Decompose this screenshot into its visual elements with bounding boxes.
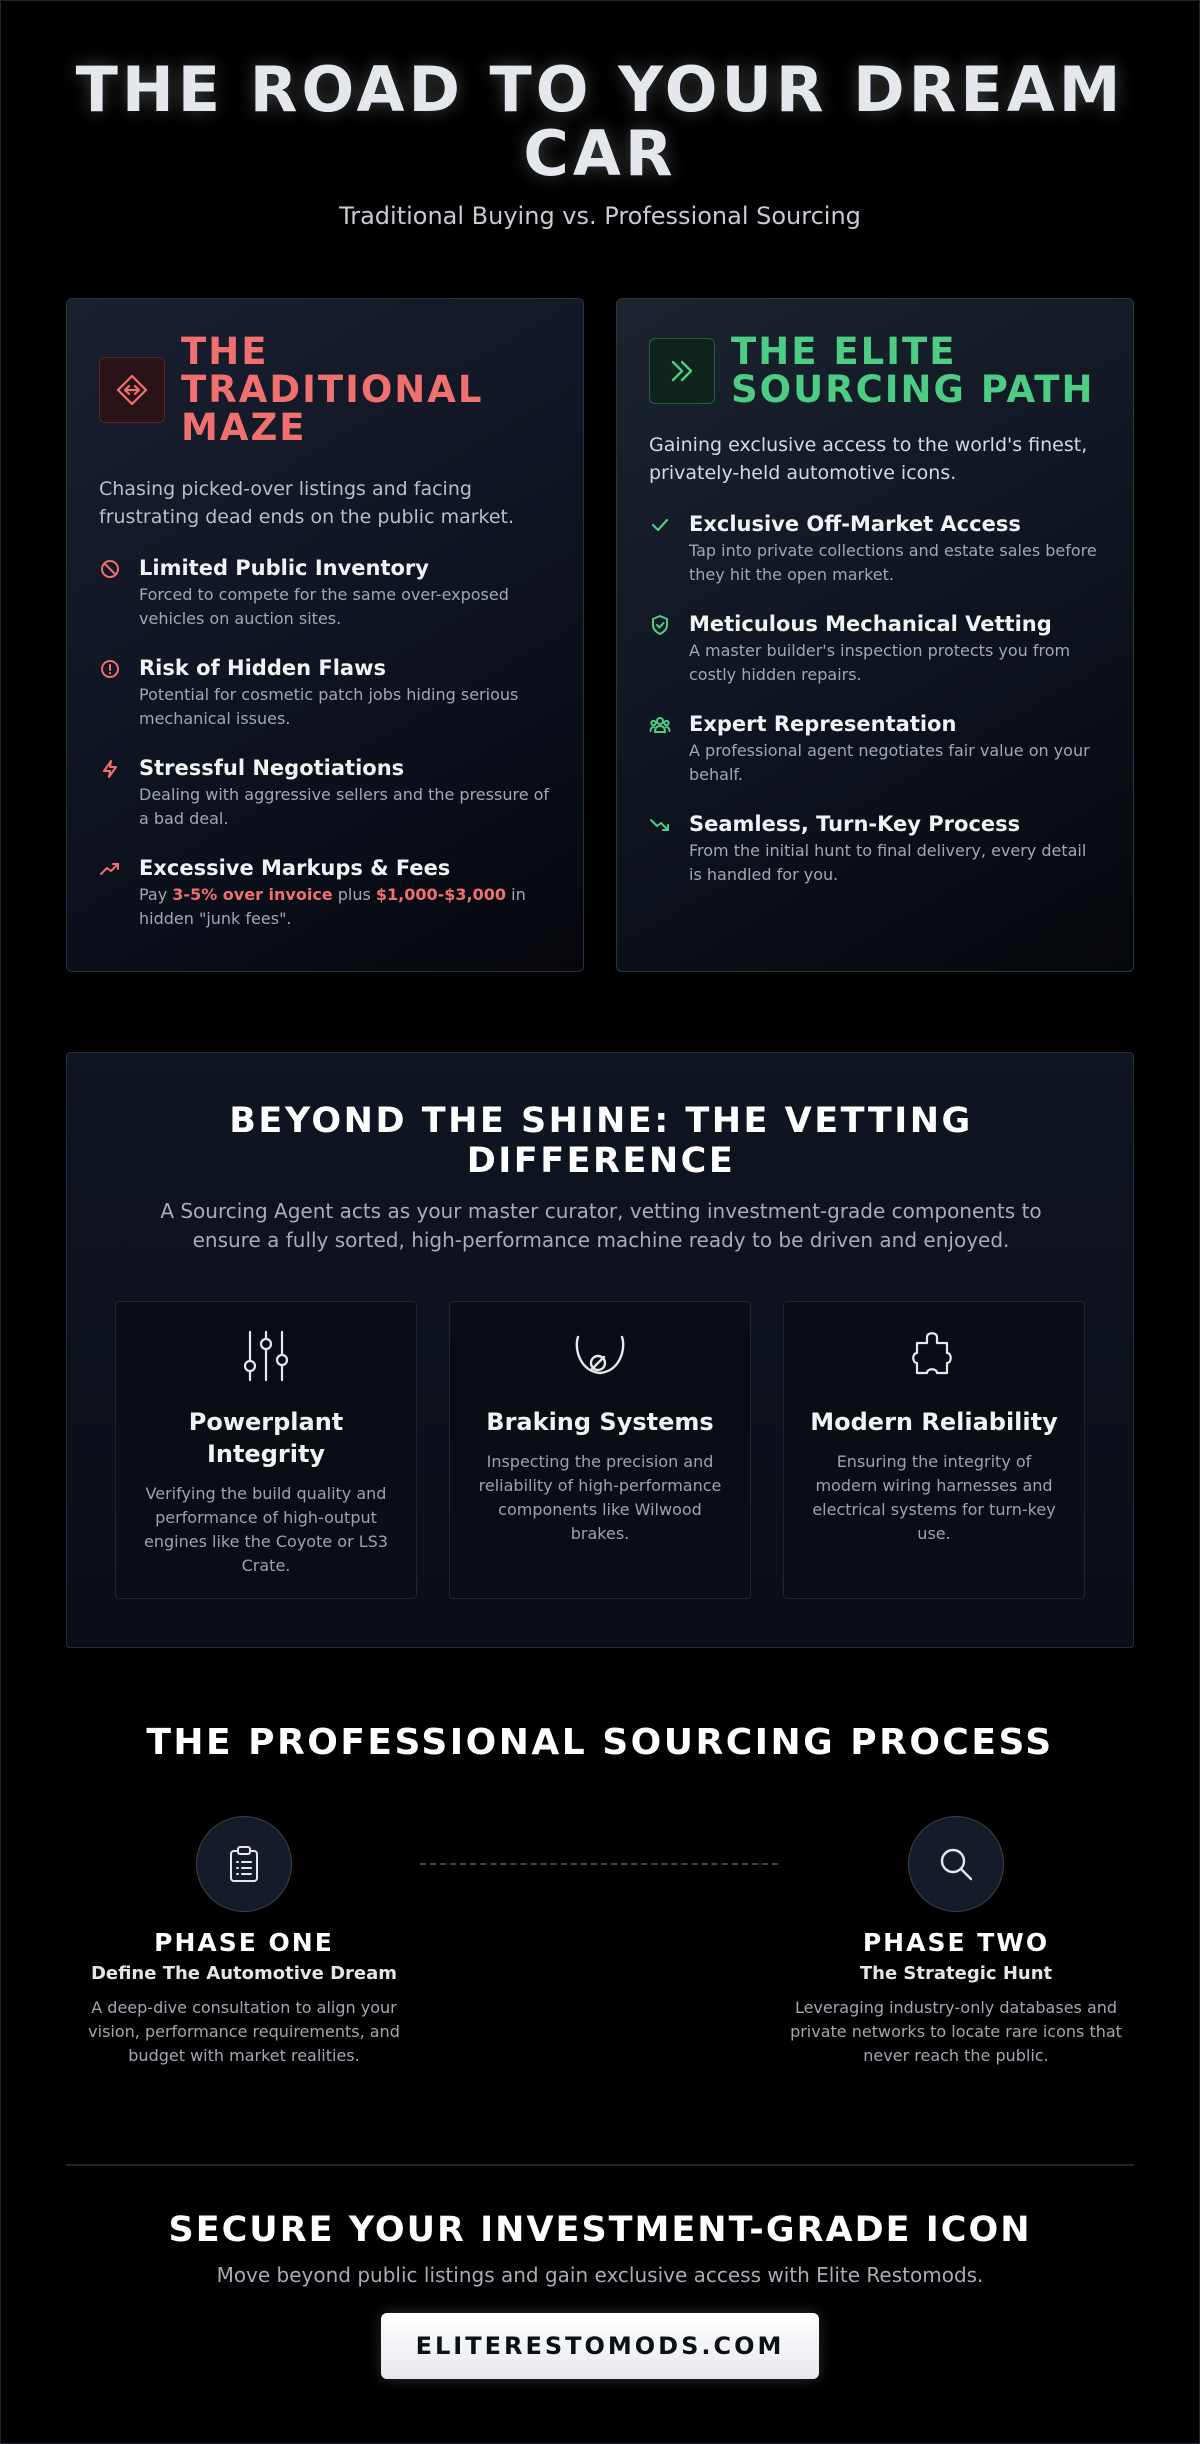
phase-two (786, 1816, 1126, 2068)
phase-subtitle: Define The Automotive Dream (90, 1963, 398, 1984)
item-desc: Potential for cosmetic patch jobs hiding serious mechanical issues. (139, 685, 519, 728)
item-desc: From the initial hunt to final delivery, every detail is handled for you. (689, 841, 1087, 884)
chevrons-right-icon (649, 338, 715, 404)
list-item (649, 511, 1101, 587)
desc-text: Pay (139, 885, 173, 904)
shield-check-icon (649, 611, 671, 687)
item-title: Risk of Hidden Flaws (139, 656, 386, 680)
item-title: Seamless, Turn-Key Process (689, 812, 1021, 836)
item-desc: Dealing with aggressive sellers and the pressure of a bad deal. (139, 785, 550, 828)
users-icon (649, 711, 671, 787)
item-desc (139, 883, 551, 931)
vetting-card (783, 1301, 1085, 1599)
section-divider (66, 2164, 1134, 2166)
sliders-icon (138, 1328, 394, 1384)
alert-circle-icon (99, 655, 121, 731)
vetting-desc: A Sourcing Agent acts as your master curator, vetting investment-grade components to ensure a fully sorted, high-performance machine ready to be driven and enjoyed. (160, 1199, 1042, 1252)
clipboard-icon (196, 1816, 292, 1912)
page-subtitle: Traditional Buying vs. Professional Sourcing (339, 202, 861, 230)
traditional-intro: Chasing picked-over listings and facing frustrating dead ends on the public market. (99, 478, 515, 528)
phase-subtitle: The Strategic Hunt (859, 1963, 1053, 1984)
item-desc: Tap into private collections and estate sales before they hit the open market. (689, 541, 1097, 584)
item-desc: A master builder's inspection protects you from costly hidden repairs. (689, 641, 1071, 684)
desc-text: in hidden "junk fees". (139, 885, 526, 928)
list-item (99, 855, 551, 931)
vetting-title: BEYOND THE SHINE: THE VETTING DIFFERENCE (229, 1101, 973, 1181)
vetting-card (449, 1301, 751, 1599)
item-title: Exclusive Off-Market Access (689, 512, 1021, 536)
list-item (99, 755, 551, 831)
puzzle-icon (806, 1328, 1062, 1384)
process-title: THE PROFESSIONAL SOURCING PROCESS (146, 1722, 1054, 1763)
list-item (649, 711, 1101, 787)
traditional-title: THE TRADITIONAL MAZE (181, 330, 484, 449)
traditional-card (66, 298, 584, 972)
phase-desc: Leveraging industry-only databases and private networks to locate rare icons that never reach the public. (790, 1998, 1122, 2065)
phase-one (74, 1816, 414, 2068)
page-title: THE ROAD TO YOUR DREAM CAR (75, 53, 1125, 190)
desc-text: plus (332, 885, 376, 904)
cta-subtitle: Move beyond public listings and gain exclusive access with Elite Restomods. (216, 2263, 984, 2287)
item-title: Limited Public Inventory (139, 556, 429, 580)
elite-intro: Gaining exclusive access to the world's finest, privately-held automotive icons. (649, 434, 1088, 484)
vetting-card-title: Braking Systems (486, 1408, 714, 1436)
markup-highlight: 3-5% over invoice (172, 885, 333, 904)
search-icon (908, 1816, 1004, 1912)
item-desc: A professional agent negotiates fair value on your behalf. (689, 741, 1090, 784)
elite-title: THE ELITE SOURCING PATH (731, 330, 1095, 411)
phase-name: PHASE ONE (154, 1928, 334, 1957)
vetting-card-desc: Ensuring the integrity of modern wiring harnesses and electrical systems for turn-key use. (812, 1452, 1056, 1543)
item-title: Stressful Negotiations (139, 756, 405, 780)
fee-highlight: $1,000-$3,000 (375, 885, 507, 904)
vetting-card-title: Powerplant Integrity (188, 1408, 344, 1468)
website-button[interactable]: ELITERESTOMODS.COM (381, 2313, 819, 2379)
item-title: Expert Representation (689, 712, 957, 736)
list-item (649, 611, 1101, 687)
list-item (99, 655, 551, 731)
lightning-icon (99, 755, 121, 831)
item-title: Meticulous Mechanical Vetting (689, 612, 1052, 636)
phase-name: PHASE TWO (862, 1928, 1050, 1957)
vetting-card-title: Modern Reliability (810, 1408, 1058, 1436)
phase-desc: A deep-dive consultation to align your vision, performance requirements, and budget with market realities. (88, 1998, 400, 2065)
list-item (99, 555, 551, 631)
check-icon (649, 511, 671, 587)
detour-sign-icon (99, 357, 165, 423)
trending-down-icon (649, 811, 671, 887)
elite-card (616, 298, 1134, 972)
vetting-card-desc: Verifying the build quality and performance of high-output engines like the Coyote or LS3 Crate. (144, 1484, 388, 1575)
item-title: Excessive Markups & Fees (139, 856, 451, 880)
vetting-card (115, 1301, 417, 1599)
vetting-section (66, 1052, 1134, 1648)
vetting-card-desc: Inspecting the precision and reliability of high-performance components like Wilwood brakes. (478, 1452, 722, 1543)
trending-up-icon (99, 855, 121, 931)
cta-title: SECURE YOUR INVESTMENT-GRADE ICON (168, 2210, 1032, 2250)
ban-icon (99, 555, 121, 631)
item-desc: Forced to compete for the same over-exposed vehicles on auction sites. (139, 585, 509, 628)
brake-disc-icon (472, 1328, 728, 1384)
phase-connector (420, 1863, 778, 1865)
list-item (649, 811, 1101, 887)
